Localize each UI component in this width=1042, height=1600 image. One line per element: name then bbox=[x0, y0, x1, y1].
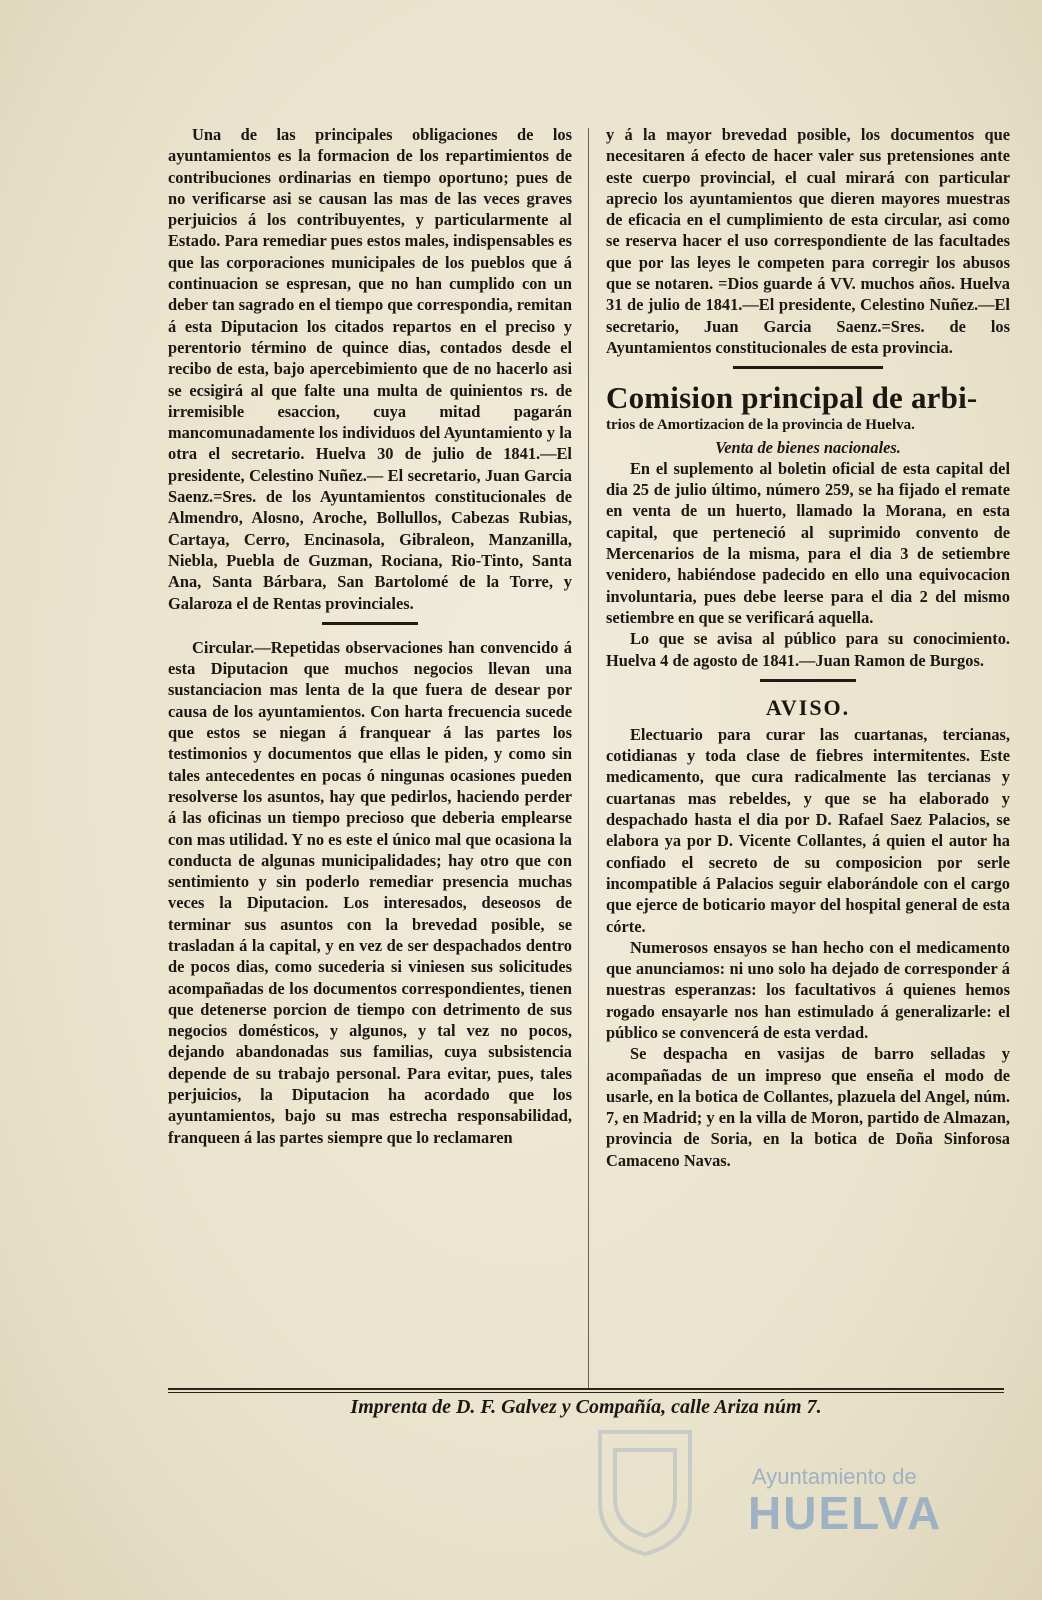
aviso-publico: Lo que se avisa al público para su conocimiento. Huelva 4 de agosto de 1841.—Juan Ramon de Burgos. bbox=[606, 629, 1010, 670]
right-column bbox=[606, 124, 1010, 1171]
venta-notice: En el suplemento al boletin oficial de esta capital del dia 25 de julio último, número 259, se ha fijado el remate en venta de un huerto, llamado la Morana, en esta capital, que perteneció al suprimido convento de Mercenarios de la misma, para el dia 3 de setiembre venidero, habiéndose padecido en ello una equivocacion involuntaria, pues debe leerse para el dia 2 del mismo setiembre en que se verificará aquella. bbox=[606, 458, 1010, 627]
section-subheading: trios de Amortizacion de la provincia de Huelva. bbox=[606, 417, 915, 434]
aviso-paragraph-2: Numerosos ensayos se han hecho con el medicamento que anunciamos: ni uno solo ha dejado de corresponder á nuestras esperanzas: los facultativos á quienes hemos rogado ensayarle nos han estimulado á generalizarle: el público se convencerá de esta verdad. bbox=[606, 937, 1010, 1042]
footer-rule-thin bbox=[168, 1392, 1004, 1393]
circular-continuation: y á la mayor brevedad posible, los documentos que necesitaren á efecto de hacer valer sus pretensiones ante este cuerpo provincial, el cual mirará con particular aprecio los ayuntamientos que dieren mayores muestras de eficacia en el cumplimiento de esta circular, asi como se reserva hacer el uso correspondiente de las facultades que por las leyes le competen para corregir los abusos que se notaren. =Dios guarde á VV. muchos años. Huelva 31 de julio de 1841.—El presidente, Celestino Nuñez.—El secretario, Juan Garcia Saenz.=Sres. de los Ayuntamientos constitucionales de esta provincia. bbox=[606, 125, 1010, 357]
column-divider bbox=[588, 128, 589, 1388]
aviso-paragraph-1: Electuario para curar las cuartanas, tercianas, cotidianas y toda clase de fiebres intermitentes. Este medicamento, que cura radicalmente las tercianas y cuartanas mas rebeldes, y que se ha elaborado y despachado hasta el dia por D. Rafael Saez Palacios, se elabora ya por D. Vicente Collantes, á quien el autor ha confiado el secreto de su composicion por serle incompatible á Palacios seguir elaborándole con el cargo que ejerce de boticario mayor del hospital general de esta córte. bbox=[606, 724, 1010, 936]
section-title: Venta de bienes nacionales. bbox=[715, 437, 901, 457]
imprint-line: Imprenta de D. F. Galvez y Compañía, calle Ariza núm 7. bbox=[350, 1396, 822, 1418]
footer-rule bbox=[168, 1388, 1004, 1390]
aviso-paragraph-3: Se despacha en vasijas de barro selladas y acompañadas de un impreso que enseña el modo de usarle, en la botica de Collantes, plazuela del Angel, núm. 7, en Madrid; y en la villa de Moron, partido de Almazan, provincia de Soria, en la botica de Doña Sinforosa Camaceno Navas. bbox=[606, 1044, 1010, 1170]
aviso-title: AVISO. bbox=[765, 694, 851, 720]
section-heading: Comision principal de arbi- bbox=[606, 380, 978, 416]
watermark-line-1: Ayuntamiento de bbox=[752, 1464, 917, 1489]
section-divider bbox=[760, 679, 856, 682]
circular-repartimientos: Una de las principales obligaciones de los ayuntamientos es la formacion de los repartimientos de contribuciones ordinarias en tiempo oportuno; pues de no verificarse asi se causan las mas de las veces graves perjuicios á los contribuyentes, y particularmente al Estado. Para remediar pues estos males, indispensables es que las corporaciones municipales de los pueblos que á continuacion se espresan, que no han cumplido con un deber tan sagrado en el tiempo que correspondia, remitan á esta Diputacion los citados repartos en el preciso y perentorio término de quince dias, contados desde el recibo de esta, bajo apercebimiento que de no hacerlo asi se ecsigirá al que falte una multa de quinientos rs. de irremisible esaccion, cuya mitad pagarán mancomunadamente los individuos del Ayuntamiento y la otra el secretario. Huelva 30 de julio de 1841.—El presidente, Celestino Nuñez.— El secretario, Juan Garcia Saenz.=Sres. de los Ayuntamientos constitucionales de Almendro, Alosno, Aroche, Bollullos, Cabezas Rubias, Cartaya, Cerro, Encinasola, Gibraleon, Manzanilla, Niebla, Puebla de Guzman, Rociana, Rio-Tinto, Santa Ana, Santa Bárbara, San Bartolomé de la Torre, y Galaroza el de Rentas provinciales. bbox=[168, 125, 572, 613]
circular-documentos: Circular.—Repetidas observaciones han convencido á esta Diputacion que muchos negocios llevan una sustanciacion mas lenta de la que fuera de desear por causa de los ayuntamientos. Con harta frecuencia sucede que estos se niegan á franquear á las partes los testimonios y documentos que ellas le piden, y como sin tales antecedentes en pocas ó ningunas ocasiones pueden resolverse los asuntos, hay que pedirlos, haciendo perder á las oficinas un tiempo precioso que deberia emplearse con mas utilidad. Y no es este el único mal que ocasiona la conducta de algunas municipalidades; hay otro que con sentimiento y sin poderlo remediar presencia muchas veces la Diputacion. Los interesados, deseosos de terminar sus asuntos con la brevedad posible, se trasladan á la capital, y en vez de ser despachados dentro de pocos dias, como sucederia si viniesen sus solicitudes acompañadas de los documentos correspondientes, tienen que detenerse porcion de tiempo con detrimento de sus negocios domésticos, y algunos, y tal vez no pocos, dejando abandonadas sus familias, cuya subsistencia depende de su trabajo personal. Para evitar, pues, tales perjuicios, la Diputacion ha acordado que los ayuntamientos, bajo su mas estrecha responsabilidad, franqueen á las partes siempre que lo reclamaren bbox=[168, 637, 572, 1147]
section-divider bbox=[322, 622, 418, 625]
section-divider bbox=[733, 366, 883, 369]
left-column bbox=[168, 124, 572, 1148]
watermark-line-2: HUELVA bbox=[748, 1487, 943, 1539]
